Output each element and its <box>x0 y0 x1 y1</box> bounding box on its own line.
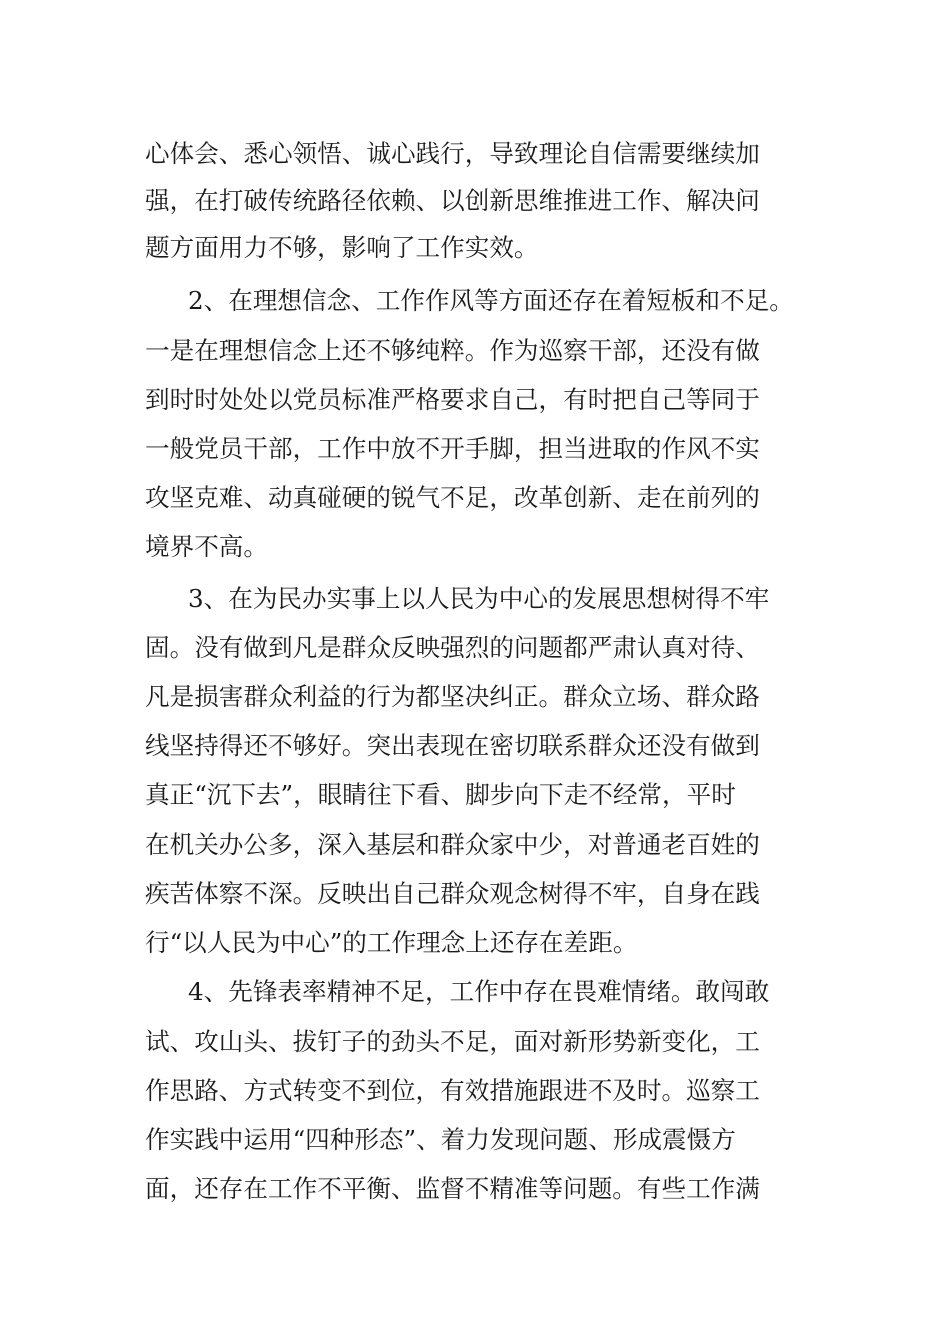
paragraph-4-heading: 4、先锋表率精神不足，工作中存在畏难情绪。敢闯敢 <box>188 977 770 1006</box>
text-line: 疾苦体察不深。反映出自己群众观念树得不牢，自身在践 <box>145 879 760 908</box>
text-line: 作实践中运用“四种形态”、着力发现问题、形成震慑方 <box>145 1125 736 1154</box>
text-line: 境界不高。 <box>145 532 268 561</box>
paragraph-2-heading: 2、在理想信念、工作作风等方面还存在着短板和不足。 <box>188 286 794 315</box>
text-line: 攻坚克难、动真碰硬的锐气不足，改革创新、走在前列的 <box>145 483 760 512</box>
text-line: 在机关办公多，深入基层和群众家中少，对普通老百姓的 <box>145 830 760 859</box>
text-line: 强，在打破传统路径依赖、以创新思维推进工作、解决问 <box>145 186 760 215</box>
text-line: 作思路、方式转变不到位，有效措施跟进不及时。巡察工 <box>145 1076 760 1105</box>
text-line: 心体会、悉心领悟、诚心践行，导致理论自信需要继续加 <box>145 139 760 168</box>
text-line: 凡是损害群众利益的行为都坚决纠正。群众立场、群众路 <box>145 682 760 711</box>
text-line: 到时时处处以党员标准严格要求自己，有时把自己等同于 <box>145 385 760 414</box>
text-line: 行“以人民为中心”的工作理念上还存在差距。 <box>145 928 638 957</box>
text-line: 一是在理想信念上还不够纯粹。作为巡察干部，还没有做 <box>145 336 760 365</box>
text-line: 面，还存在工作不平衡、监督不精准等问题。有些工作满 <box>145 1174 760 1203</box>
text-line: 试、攻山头、拔钉子的劲头不足，面对新形势新变化，工 <box>145 1027 760 1056</box>
text-line: 题方面用力不够，影响了工作实效。 <box>145 233 539 262</box>
text-line: 线坚持得还不够好。突出表现在密切联系群众还没有做到 <box>145 731 760 760</box>
paragraph-3-heading: 3、在为民办实事上以人民为中心的发展思想树得不牢 <box>188 584 770 613</box>
text-line: 真正“沉下去”，眼睛往下看、脚步向下走不经常，平时 <box>145 780 736 809</box>
text-line: 固。没有做到凡是群众反映强烈的问题都严肃认真对待、 <box>145 633 760 662</box>
text-line: 一般党员干部，工作中放不开手脚，担当进取的作风不实 <box>145 434 760 463</box>
